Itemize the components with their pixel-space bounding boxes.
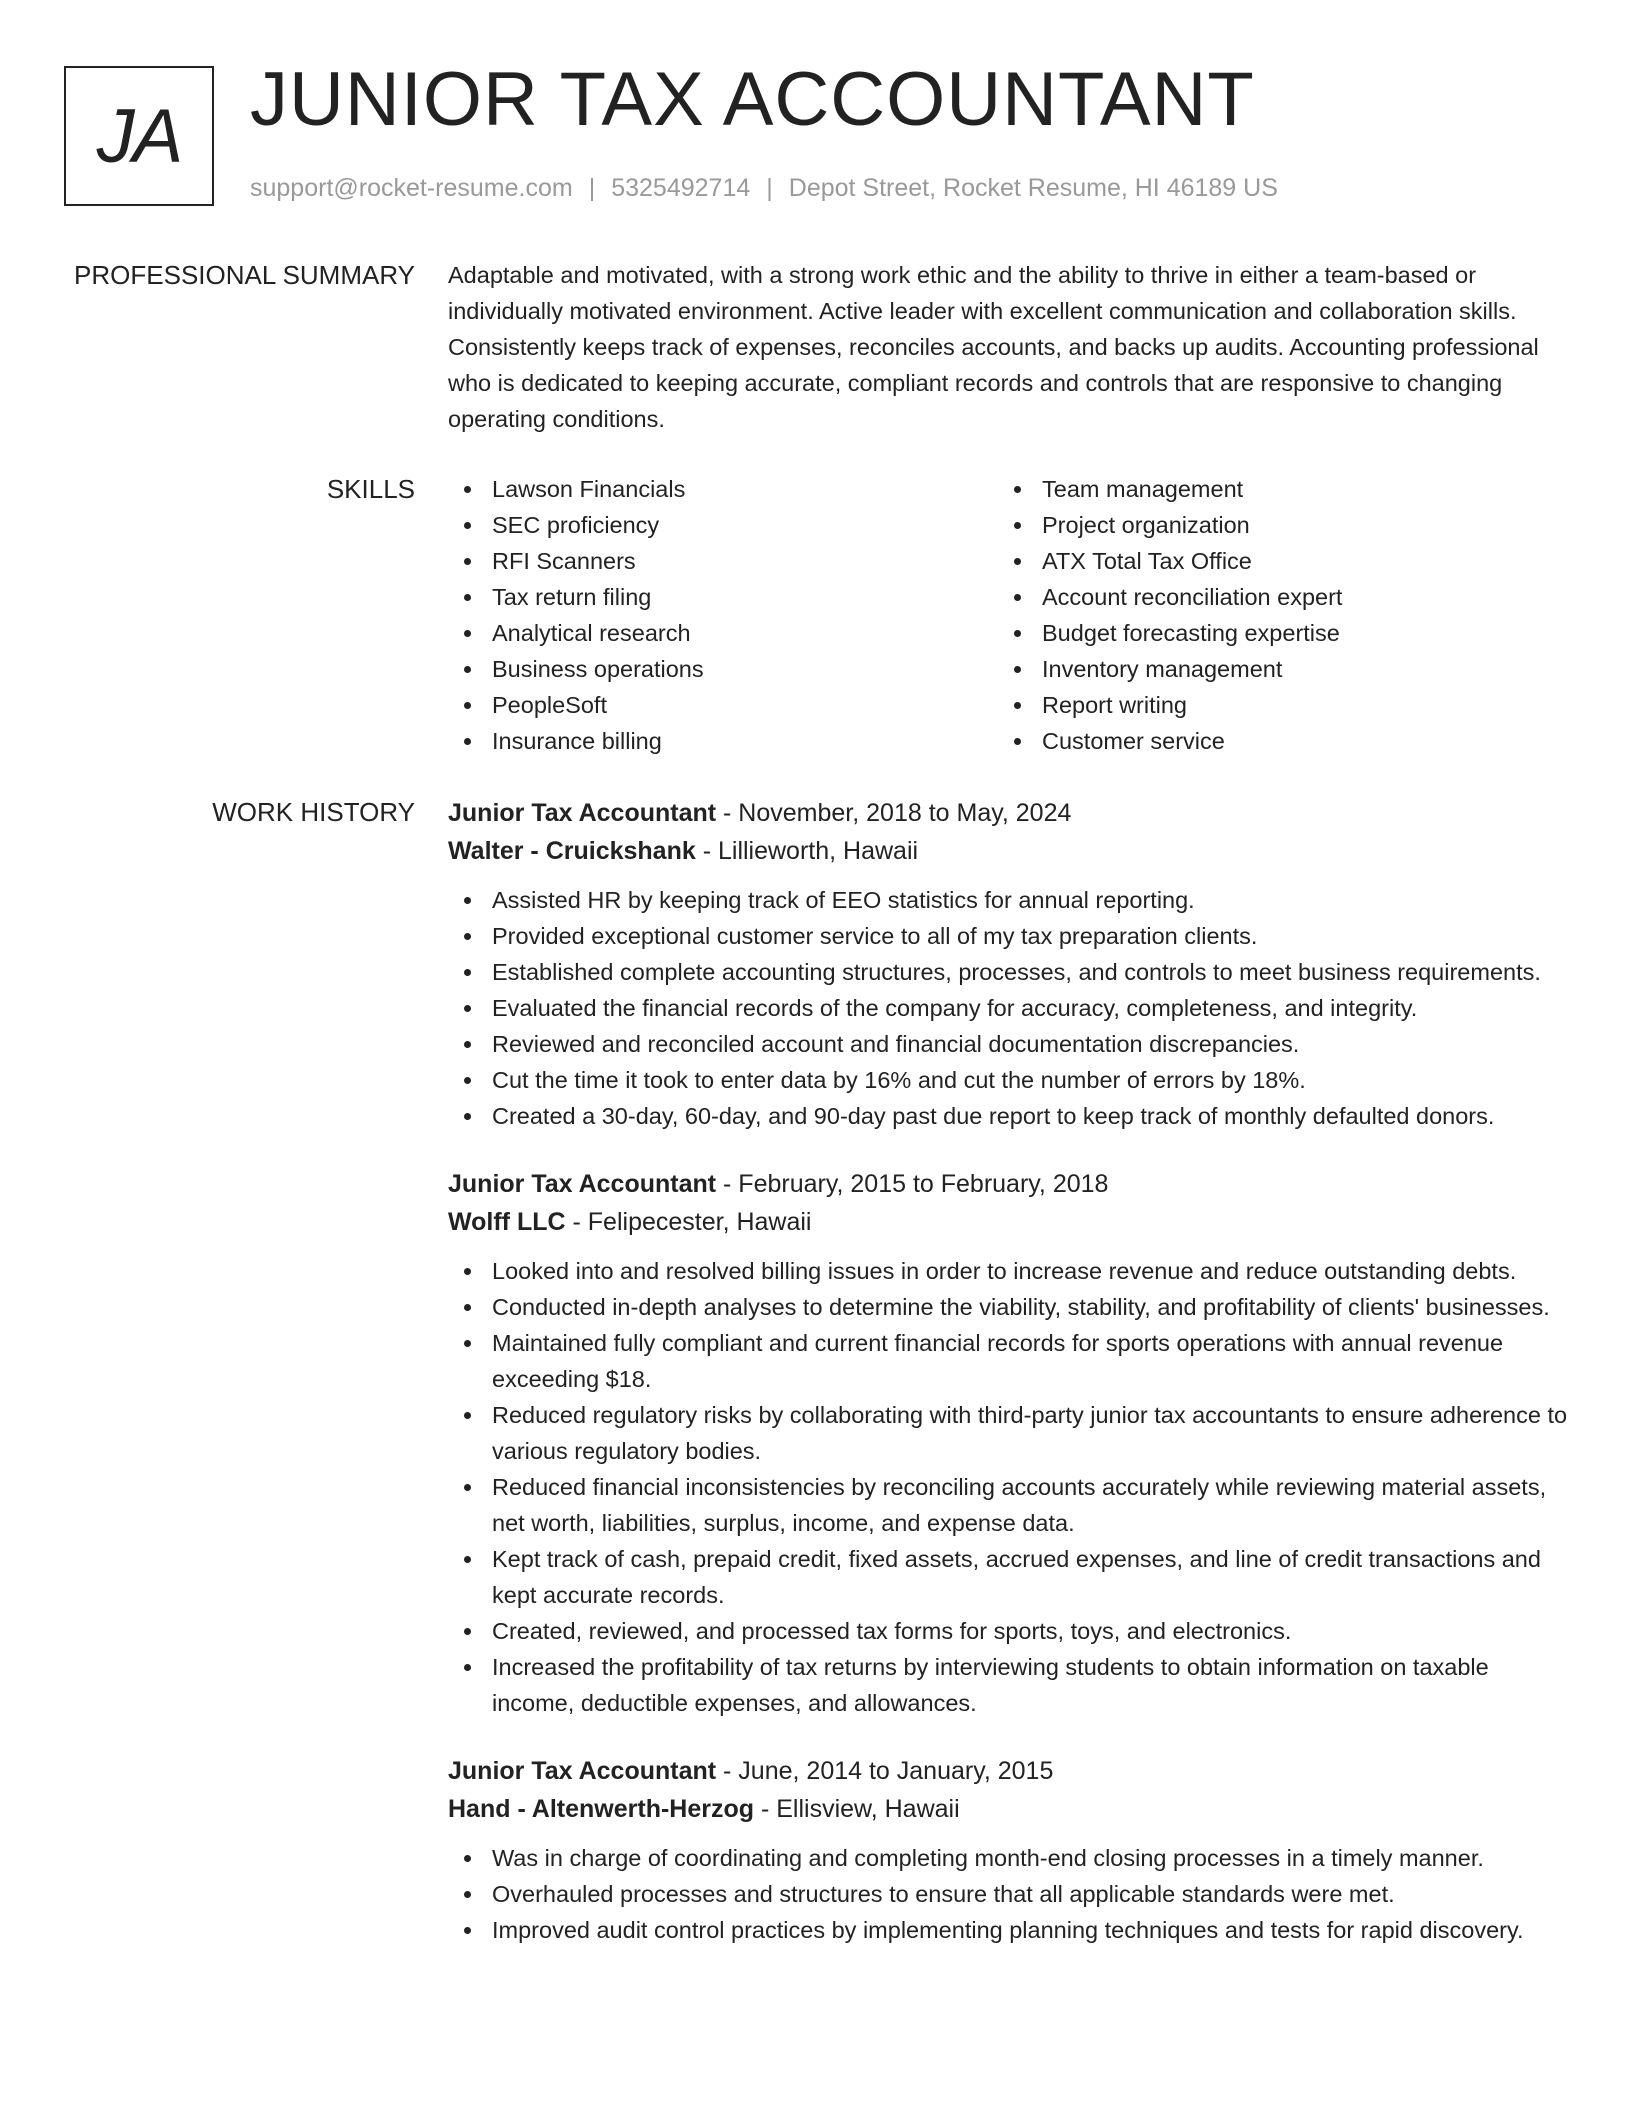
contact-address: Depot Street, Rocket Resume, HI 46189 US [788, 174, 1278, 202]
skill-item: Insurance billing [448, 723, 998, 759]
skill-item: Report writing [998, 687, 1548, 723]
job-bullet: Reviewed and reconciled account and financial documentation discrepancies. [448, 1026, 1568, 1062]
skills-list-right [998, 471, 1548, 759]
contact-separator: | [588, 174, 596, 202]
job-bullet: Was in charge of coordinating and completing month-end closing processes in a timely manner. [448, 1840, 1568, 1876]
job-title-line [448, 794, 1568, 832]
job-dates: - February, 2015 to February, 2018 [716, 1170, 1109, 1198]
work-label: WORK HISTORY [212, 797, 415, 827]
job-bullet: Created, reviewed, and processed tax forms for sports, toys, and electronics. [448, 1613, 1568, 1649]
monogram-box [64, 66, 214, 206]
work-body [448, 794, 1568, 1979]
job-location: - Ellisview, Hawaii [754, 1795, 960, 1823]
job-bullet: Kept track of cash, prepaid credit, fixed assets, accrued expenses, and line of credit transactions and kept accurate records. [448, 1541, 1568, 1613]
job-bullet: Looked into and resolved billing issues in order to increase revenue and reduce outstanding debts. [448, 1253, 1568, 1289]
job-company-line [448, 1203, 1568, 1241]
skills-body [448, 471, 1568, 759]
skill-item: SEC proficiency [448, 507, 998, 543]
job-title-line [448, 1752, 1568, 1790]
summary-label: PROFESSIONAL SUMMARY [74, 260, 415, 290]
skill-item: Business operations [448, 651, 998, 687]
skill-item: ATX Total Tax Office [998, 543, 1548, 579]
summary-body [448, 257, 1568, 437]
summary-text: Adaptable and motivated, with a strong work ethic and the ability to thrive in either a team-based or individually motivated environment. Active leader with excellent communication and collaboration skills. Consistently keeps track of expenses, reconciles accounts, and backs up audits. Accounting professional who is dedicated to keeping accurate, compliant records and controls that are responsive to changing operating conditions. [448, 262, 1539, 432]
job-bullet-list [448, 882, 1568, 1134]
job-bullet-list [448, 1840, 1568, 1948]
job-company-line [448, 1790, 1568, 1828]
job-title: Junior Tax Accountant [448, 799, 717, 827]
job-company: Walter - Cruickshank [448, 837, 696, 865]
job-location: - Lillieworth, Hawaii [695, 837, 919, 865]
job-bullet: Increased the profitability of tax returns by interviewing students to obtain information on taxable income, deductible expenses, and allowances. [448, 1649, 1568, 1721]
job-title: Junior Tax Accountant [448, 1170, 717, 1198]
skill-item: Lawson Financials [448, 471, 998, 507]
job-bullet: Assisted HR by keeping track of EEO statistics for annual reporting. [448, 882, 1568, 918]
skills-label: SKILLS [326, 474, 415, 504]
job-bullet: Cut the time it took to enter data by 16% and cut the number of errors by 18%. [448, 1062, 1568, 1098]
job-company-line [448, 832, 1568, 870]
job-bullet: Established complete accounting structures, processes, and controls to meet business requirements. [448, 954, 1568, 990]
job-bullet: Maintained fully compliant and current financial records for sports operations with annual revenue exceeding $18. [448, 1325, 1568, 1397]
skill-item: Project organization [998, 507, 1548, 543]
job-company: Wolff LLC [448, 1208, 566, 1236]
skill-item: Analytical research [448, 615, 998, 651]
skill-item: RFI Scanners [448, 543, 998, 579]
job-title: Junior Tax Accountant [448, 1757, 717, 1785]
job-location: - Felipecester, Hawaii [565, 1208, 812, 1236]
job-entry [448, 1165, 1568, 1721]
contact-line [250, 174, 1278, 203]
job-bullet: Reduced financial inconsistencies by reconciling accounts accurately while reviewing material assets, net worth, liabilities, surplus, income, and expense data. [448, 1469, 1568, 1541]
skill-item: Inventory management [998, 651, 1548, 687]
monogram-initials: JA [96, 93, 182, 179]
job-bullet: Evaluated the financial records of the company for accuracy, completeness, and integrity. [448, 990, 1568, 1026]
skills-list-left [448, 471, 998, 759]
job-dates: - June, 2014 to January, 2015 [716, 1757, 1054, 1785]
job-bullet: Reduced regulatory risks by collaborating with third-party junior tax accountants to ensure adherence to various regulatory bodies. [448, 1397, 1568, 1469]
contact-separator: | [766, 174, 773, 202]
contact-email[interactable]: support@rocket-resume.com [250, 174, 573, 202]
skill-item: Team management [998, 471, 1548, 507]
skill-item: PeopleSoft [448, 687, 998, 723]
job-title-line [448, 1165, 1568, 1203]
job-entry [448, 1752, 1568, 1948]
job-bullet: Created a 30-day, 60-day, and 90-day past due report to keep track of monthly defaulted donors. [448, 1098, 1568, 1134]
job-bullet: Conducted in-depth analyses to determine the viability, stability, and profitability of clients' businesses. [448, 1289, 1568, 1325]
job-bullet: Overhauled processes and structures to ensure that all applicable standards were met. [448, 1876, 1568, 1912]
skill-item: Customer service [998, 723, 1548, 759]
skill-item: Account reconciliation expert [998, 579, 1548, 615]
job-company: Hand - Altenwerth-Herzog [448, 1795, 755, 1823]
job-bullet: Provided exceptional customer service to all of my tax preparation clients. [448, 918, 1568, 954]
job-entry [448, 794, 1568, 1134]
job-bullet: Improved audit control practices by implementing planning techniques and tests for rapid discovery. [448, 1912, 1568, 1948]
contact-phone[interactable]: 5325492714 [611, 174, 751, 202]
resume-name: JUNIOR TAX ACCOUNTANT [250, 57, 1255, 142]
skill-item: Tax return filing [448, 579, 998, 615]
job-bullet-list [448, 1253, 1568, 1721]
job-dates: - November, 2018 to May, 2024 [716, 799, 1072, 827]
skill-item: Budget forecasting expertise [998, 615, 1548, 651]
